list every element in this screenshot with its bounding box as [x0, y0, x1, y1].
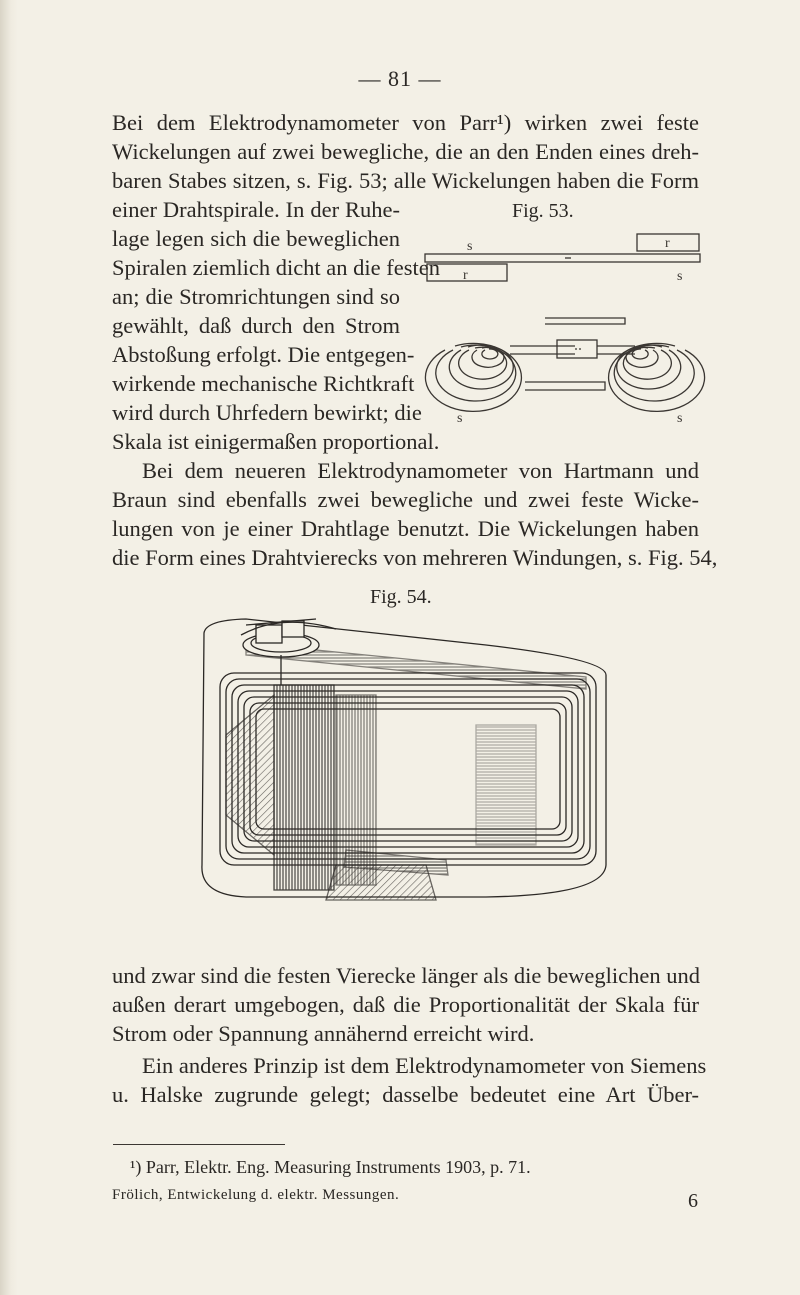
- fig53-label-s: s: [467, 239, 473, 254]
- text-line: Skala ist einigermaßen proportional.: [112, 429, 440, 454]
- text-line: wird durch Uhrfedern bewirkt; die: [112, 400, 422, 425]
- fig53-label-r: r: [463, 268, 468, 283]
- text-line: Bei dem Elektrodynamometer von Parr¹) wirken zwei feste: [112, 110, 699, 135]
- bottom-line: Frölich, Entwickelung d. elektr. Messungen.: [112, 1187, 400, 1203]
- fig53-diagram: [415, 222, 715, 452]
- fig53-label-s: s: [677, 411, 683, 426]
- fig53-caption: Fig. 53.: [512, 200, 574, 222]
- fig53-label-r: r: [665, 236, 670, 251]
- text-line: Strom oder Spannung annähernd erreicht wird.: [112, 1021, 535, 1046]
- text-line: Bei dem neueren Elektrodynamometer von Hartmann und: [142, 458, 699, 483]
- text-line: außen derart umgebogen, daß die Proportionalität der Skala für: [112, 992, 699, 1017]
- fig53-stab-top: [425, 254, 700, 262]
- fig54-movable-coil: [274, 685, 334, 890]
- text-line: einer Drahtspirale. In der Ruhe-: [112, 197, 400, 222]
- page-number: — 81 —: [358, 66, 442, 91]
- text-line: lungen von je einer Drahtlage benutzt. Die Wickelungen haben: [112, 516, 699, 541]
- fig54-illustration: [186, 615, 626, 905]
- text-line: und zwar sind die festen Vierecke länger als die beweglichen und: [112, 963, 701, 988]
- text-line: die Form eines Drahtvierecks von mehreren Windungen, s. Fig. 54,: [112, 545, 718, 570]
- text-line: Spiralen ziemlich dicht an die festen: [112, 255, 441, 280]
- footnote-rule: [113, 1144, 285, 1145]
- text-line: baren Stabes sitzen, s. Fig. 53; alle Wickelungen haben die Form: [112, 168, 699, 193]
- text-line: Ein anderes Prinzip ist dem Elektrodynamometer von Siemens: [142, 1053, 707, 1078]
- text-line: u. Halske zugrunde gelegt; dasselbe bedeutet eine Art Über-: [112, 1082, 699, 1107]
- text-line: gewählt, daß durch den Strom: [112, 313, 400, 338]
- text-line: wirkende mechanische Richtkraft: [112, 371, 415, 396]
- footnote: ¹) Parr, Elektr. Eng. Measuring Instruments 1903, p. 71.: [130, 1157, 531, 1177]
- fig53-label-s: s: [457, 411, 463, 426]
- signature-mark: 6: [688, 1190, 698, 1212]
- text-line: Braun sind ebenfalls zwei bewegliche und zwei feste Wicke-: [112, 487, 699, 512]
- fig53-label-s: s: [677, 269, 683, 284]
- text-line: Wickelungen auf zwei bewegliche, die an den Enden eines dreh-: [112, 139, 699, 164]
- fig53-spiral-left: [425, 343, 521, 411]
- text-line: Abstoßung erfolgt. Die entgegen-: [112, 342, 415, 367]
- text-line: lage legen sich die beweglichen: [112, 226, 400, 251]
- binding-edge: [0, 0, 18, 1295]
- fig54-caption: Fig. 54.: [370, 586, 432, 608]
- text-line: an; die Stromrichtungen sind so: [112, 284, 400, 309]
